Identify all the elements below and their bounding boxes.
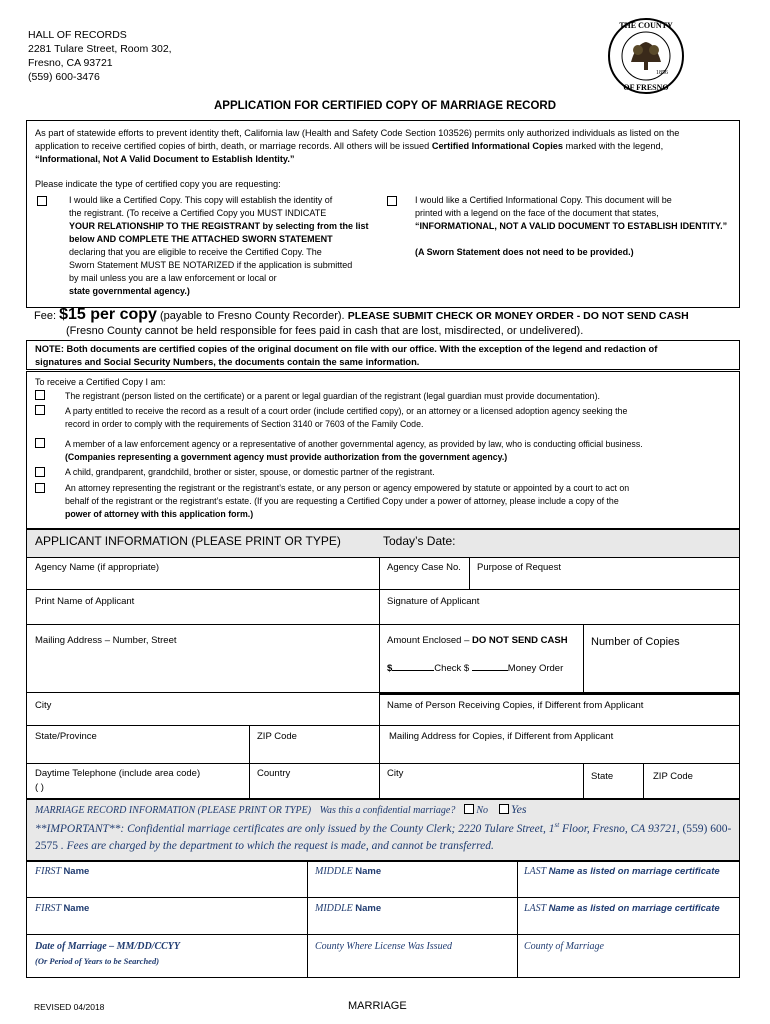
revision-date: REVISED 04/2018 [34,1002,105,1012]
registrant-checkbox[interactable] [35,390,45,400]
attorney-option: An attorney representing the registrant or the registrant’s estate, or any person or agency empowered by statute or appointed by a court to act on [65,483,630,493]
right-line: I would like a Certified Informational Copy. This document will be [415,195,672,205]
court-order-checkbox[interactable] [35,405,45,415]
mailing-address-field[interactable]: Mailing Address – Number, Street [35,635,177,646]
money-order-label: Money Order [507,663,564,674]
intro-line-2-end: marked with the legend, [565,141,664,151]
sworn-statement-note: (A Sworn Statement does not need to be provided.) [415,247,634,257]
notice-part-b: Floor, Fresno, CA 93721 [559,822,677,835]
purpose-field[interactable]: Purpose of Request [477,562,561,573]
copies-city-field[interactable]: City [387,768,404,779]
seal-year: 1856 [656,70,668,76]
fee-label: Fee: [34,310,57,322]
right-line: “INFORMATIONAL, NOT A VALID DOCUMENT TO ESTABLISH IDENTITY.” [415,221,728,231]
receiver-name-field[interactable]: Name of Person Receiving Copies, if Different from Applicant [387,700,644,711]
eligibility-intro: To receive a Certified Copy I am: [35,377,166,387]
name-word: Name [63,866,90,877]
seal-text-top: THE COUNTY [619,21,673,30]
office-city: Fresno, CA 93721 [28,57,113,69]
notice-sup: st [554,821,560,829]
name-word: Name [63,903,90,914]
first-label: FIRST [35,903,61,914]
left-line: the registrant. (To receive a Certified Copy you MUST INDICATE [69,208,327,218]
notice-part-d: . Fees are charged by the department to which the request is made, and cannot be transferred. [58,839,494,852]
license-county-field[interactable]: County Where License Was Issued [315,941,453,952]
certified-copy-description [69,194,389,298]
name-word: Name [355,903,382,914]
marriage-date-sub: (Or Period of Years to be Searched) [35,956,160,966]
family-member-option: A child, grandparent, grandchild, brother or sister, spouse, or domestic partner of the registrant. [65,467,435,477]
left-line: by mail unless you are a law enforcement or local or [69,273,277,283]
office-address [28,28,172,84]
amount-label: Amount Enclosed – [387,635,470,646]
agency-case-field[interactable]: Agency Case No. [387,562,461,573]
confidential-question: Was this a confidential marriage? [319,805,456,816]
marriage-date-field[interactable]: Date of Marriage – MM/DD/CCYY [35,941,180,952]
left-line: YOUR RELATIONSHIP TO THE REGISTRANT by selecting from the list [69,221,369,231]
left-line: declaring that you are eligible to receive the Certified Copy. The [69,247,322,257]
county-seal-logo [596,16,696,96]
attorney-option-cont2: power of attorney with this application form.) [65,509,254,519]
fee-disclaimer: (Fresno County cannot be held responsible for fees paid in cash that are lost, misdirected, or undelivered). [66,325,584,337]
confidential-yes-label: Yes [511,802,527,816]
notice-part-a: **IMPORTANT**: Confidential marriage certificates are only issued by the County Clerk; 2220 Tulare Street, 1 [35,822,555,835]
todays-date-label: Today’s Date: [383,534,456,548]
notice-phone-cont: 600-2575 [35,822,732,852]
applicant-signature-field[interactable]: Signature of Applicant [387,596,480,607]
spouse2-first-field[interactable] [35,903,89,914]
notice-phone: , (559) [676,822,708,835]
middle-label: MIDDLE [315,866,353,877]
city-field[interactable]: City [35,700,52,711]
no-cash-label: DO NOT SEND CASH [472,635,568,646]
form-type-label: MARRIAGE [348,1000,407,1012]
payment-breakdown[interactable] [387,663,563,674]
intro-line-2: application to receive certified copies of birth, death, or marriage records. All others will be issued [35,141,430,151]
country-field[interactable]: Country [257,768,291,779]
law-enforcement-option-cont: (Companies representing a government agency must provide authorization from the government agency.) [65,452,508,462]
certified-copy-checkbox[interactable] [37,196,47,206]
spouse1-middle-field[interactable] [315,866,381,877]
left-line: I would like a Certified Copy. This copy will establish the identity of [69,195,333,205]
spouse2-middle-field[interactable] [315,903,381,914]
name-word: Name [355,866,382,877]
family-member-checkbox[interactable] [35,467,45,477]
marriage-info-header [26,799,740,861]
office-street: 2281 Tulare Street, Room 302, [28,43,172,55]
state-province-field[interactable]: State/Province [35,731,97,742]
area-code-paren: ( ) [35,782,44,793]
intro-line-1: As part of statewide efforts to prevent identity theft, California law (Health and Safety Code Section 103526) permits only authorized individuals as listed on the [35,128,680,138]
attorney-option-cont: behalf of the registrant or the registrant’s estate. (If you are requesting a Certified Copy under a power of attorney, please include a copy of the [65,496,619,506]
check-label: Check $ [434,663,470,674]
confidential-yes-checkbox[interactable] [499,804,509,814]
law-enforcement-option: A member of a law enforcement agency or a representative of another governmental agency, as provided by law, who is conducting official business. [65,439,643,449]
last-label: LAST [524,903,547,914]
zip-code-field[interactable]: ZIP Code [257,731,297,742]
last-suffix: Name as listed on marriage certificate [548,903,720,914]
spouse2-last-field[interactable] [524,903,720,914]
office-phone: (559) 600-3476 [28,71,100,83]
informational-copies-label: Certified Informational Copies [431,141,564,151]
number-of-copies-field[interactable]: Number of Copies [591,636,680,648]
attorney-checkbox[interactable] [35,483,45,493]
legend-quote: “Informational, Not A Valid Document to Establish Identity.” [35,154,295,164]
informational-copy-description [415,194,735,259]
spouse1-first-field[interactable] [35,866,89,877]
right-line: printed with a legend on the face of the document that states, [415,208,659,218]
court-order-option-cont: record in order to comply with the requirements of Section 3140 or 7603 of the Family Code. [65,419,424,429]
intro-section [26,120,740,308]
spouse1-last-field[interactable] [524,866,720,877]
left-line: Sworn Statement MUST BE NOTARIZED if the application is submitted [69,260,353,270]
copies-zip-field[interactable]: ZIP Code [653,771,693,782]
note-section [26,340,740,370]
office-name: HALL OF RECORDS [28,29,127,41]
fee-amount: $15 per copy [59,306,157,323]
phone-field[interactable]: Daytime Telephone (include area code) [35,768,201,779]
agency-name-field[interactable]: Agency Name (if appropriate) [35,562,160,573]
copies-state-field[interactable]: State [591,771,614,782]
note-line-1: NOTE: Both documents are certified copies of the original document on file with our office. With the exception of the legend and redaction of [35,344,658,354]
registrant-option: The registrant (person listed on the certificate) or a parent or legal guardian of the registrant (legal guardian must provide documentation). [65,391,600,401]
copies-address-field[interactable]: Mailing Address for Copies, if Different from Applicant [389,731,614,742]
confidential-no-label: No [476,805,488,816]
seal-text-bottom: OF FRESNO [623,83,669,92]
law-enforcement-checkbox[interactable] [35,438,45,448]
eligibility-section [26,371,740,529]
court-order-option: A party entitled to receive the record as a result of a court order (include certified copy), or an attorney or a licensed adoption agency seeking the [65,406,628,416]
dollar-sign: $ [387,663,393,674]
amount-enclosed-field[interactable] [387,635,568,646]
marriage-heading: MARRIAGE RECORD INFORMATION (PLEASE PRINT OR TYPE) [35,805,312,816]
copy-type-prompt: Please indicate the type of certified copy you are requesting: [35,179,281,189]
fee-line [34,306,689,324]
informational-copy-checkbox[interactable] [387,196,397,206]
fee-payable: (payable to Fresno County Recorder). [159,310,345,322]
left-line: below AND COMPLETE THE ATTACHED SWORN STATEMENT [69,234,333,244]
last-suffix: Name as listed on marriage certificate [548,866,720,877]
first-label: FIRST [35,866,61,877]
middle-label: MIDDLE [315,903,353,914]
applicant-section [26,529,740,799]
marriage-grid [26,861,740,978]
note-line-2: signatures and Social Security Numbers, the documents contain the same information. [35,357,420,367]
applicant-heading: APPLICANT INFORMATION (PLEASE PRINT OR TYPE) [35,534,341,548]
confidential-notice [35,817,735,855]
applicant-name-field[interactable]: Print Name of Applicant [35,596,135,607]
marriage-county-field[interactable]: County of Marriage [524,941,604,952]
form-title: APPLICATION FOR CERTIFIED COPY OF MARRIAGE RECORD [213,100,557,112]
last-label: LAST [524,866,547,877]
confidential-no-checkbox[interactable] [464,804,474,814]
fee-instruction: PLEASE SUBMIT CHECK OR MONEY ORDER - DO NOT SEND CASH [347,310,689,322]
left-line: state governmental agency.) [69,286,190,296]
